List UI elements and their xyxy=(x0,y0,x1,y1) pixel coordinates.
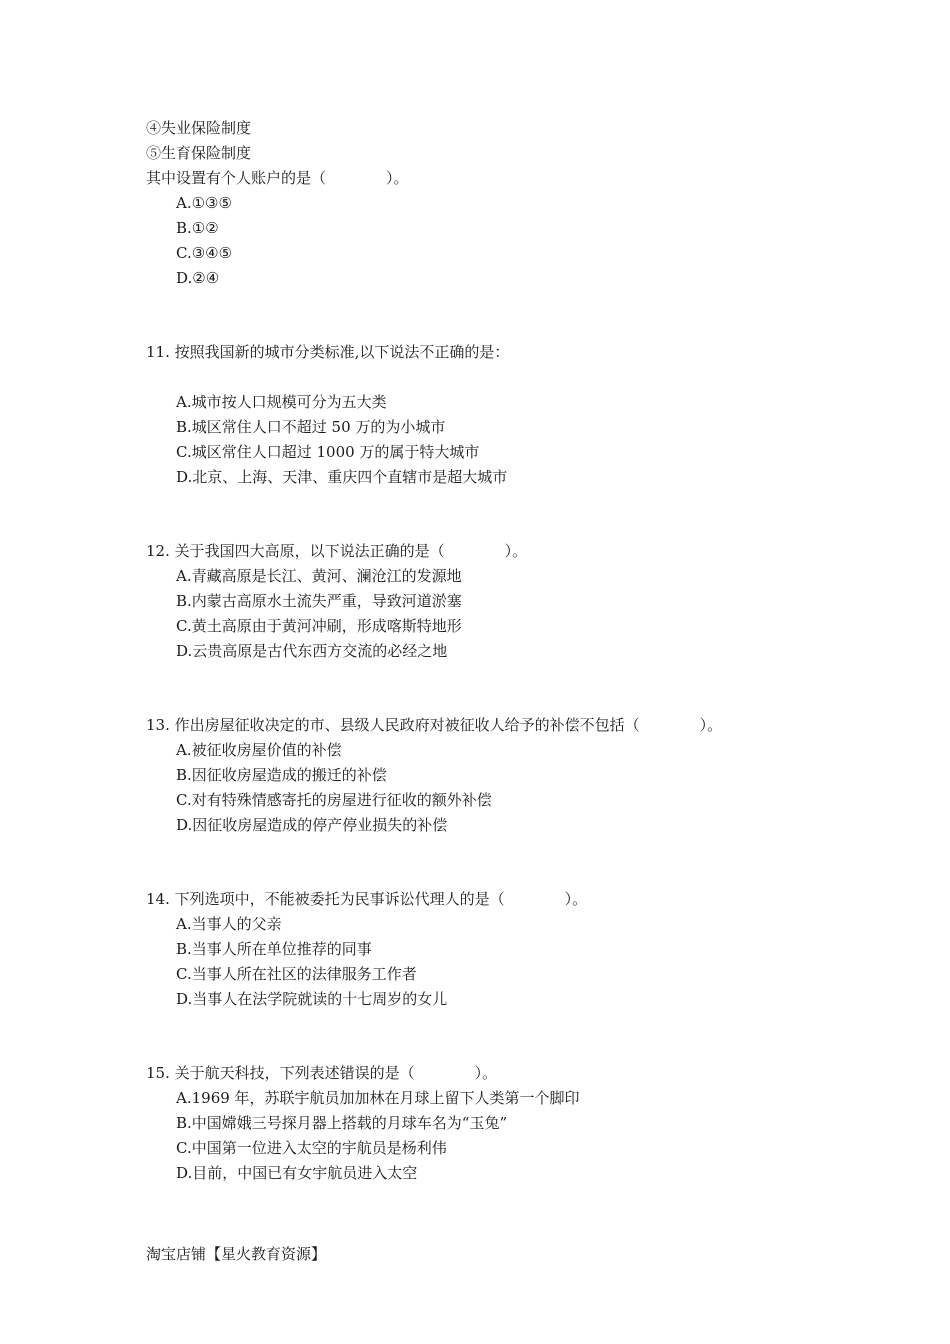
option-b: B.①② xyxy=(176,219,219,237)
question-15-stem: 15. 关于航天科技，下列表述错误的是（ ）。 xyxy=(146,1064,498,1082)
question-12-option-c: C.黄土高原由于黄河冲刷，形成喀斯特地形 xyxy=(176,617,462,635)
question-14-option-b: B.当事人所在单位推荐的同事 xyxy=(176,940,372,958)
question-15-option-d: D.目前，中国已有女宇航员进入太空 xyxy=(176,1164,418,1182)
question-12-option-b: B.内蒙古高原水土流失严重，导致河道淤塞 xyxy=(176,592,462,610)
question-12-option-d: D.云贵高原是古代东西方交流的必经之地 xyxy=(176,642,448,660)
question-13-option-a: A.被征收房屋价值的补偿 xyxy=(176,741,342,759)
question-12-option-a: A.青藏高原是长江、黄河、澜沧江的发源地 xyxy=(176,567,462,585)
question-15-option-c: C.中国第一位进入太空的宇航员是杨利伟 xyxy=(176,1139,447,1157)
option-c: C.③④⑤ xyxy=(176,244,233,262)
question-13-stem: 13. 作出房屋征收决定的市、县级人民政府对被征收人给予的补偿不包括（ ）。 xyxy=(146,716,723,734)
question-14-option-a: A.当事人的父亲 xyxy=(176,915,282,933)
question-14-option-d: D.当事人在法学院就读的十七周岁的女儿 xyxy=(176,990,448,1008)
question-11-stem: 11. 按照我国新的城市分类标准,以下说法不正确的是： xyxy=(146,343,510,361)
preamble-line: ⑤生育保险制度 xyxy=(146,144,252,162)
preamble-line: ④失业保险制度 xyxy=(146,119,252,137)
question-14-stem: 14. 下列选项中，不能被委托为民事诉讼代理人的是（ ）。 xyxy=(146,890,588,908)
question-stem: 其中设置有个人账户的是（ ）。 xyxy=(146,169,409,187)
question-15-option-b: B.中国嫦娥三号探月器上搭载的月球车名为“玉兔” xyxy=(176,1114,508,1132)
question-14-option-c: C.当事人所在社区的法律服务工作者 xyxy=(176,965,417,983)
question-13-option-b: B.因征收房屋造成的搬迁的补偿 xyxy=(176,766,387,784)
question-11-option-a: A.城市按人口规模可分为五大类 xyxy=(176,393,387,411)
option-a: A.①③⑤ xyxy=(176,194,232,212)
option-d: D.②④ xyxy=(176,269,220,287)
question-13-option-d: D.因征收房屋造成的停产停业损失的补偿 xyxy=(176,816,448,834)
question-15-option-a: A.1969 年，苏联宇航员加加林在月球上留下人类第一个脚印 xyxy=(176,1089,580,1107)
page-footer: 淘宝店铺【星火教育资源】 xyxy=(146,1245,327,1263)
question-11-option-d: D.北京、上海、天津、重庆四个直辖市是超大城市 xyxy=(176,468,508,486)
question-13-option-c: C.对有特殊情感寄托的房屋进行征收的额外补偿 xyxy=(176,791,492,809)
question-11-option-b: B.城区常住人口不超过 50 万的为小城市 xyxy=(176,418,446,436)
question-12-stem: 12. 关于我国四大高原，以下说法正确的是（ ）。 xyxy=(146,542,528,560)
question-11-option-c: C.城区常住人口超过 1000 万的属于特大城市 xyxy=(176,443,480,461)
